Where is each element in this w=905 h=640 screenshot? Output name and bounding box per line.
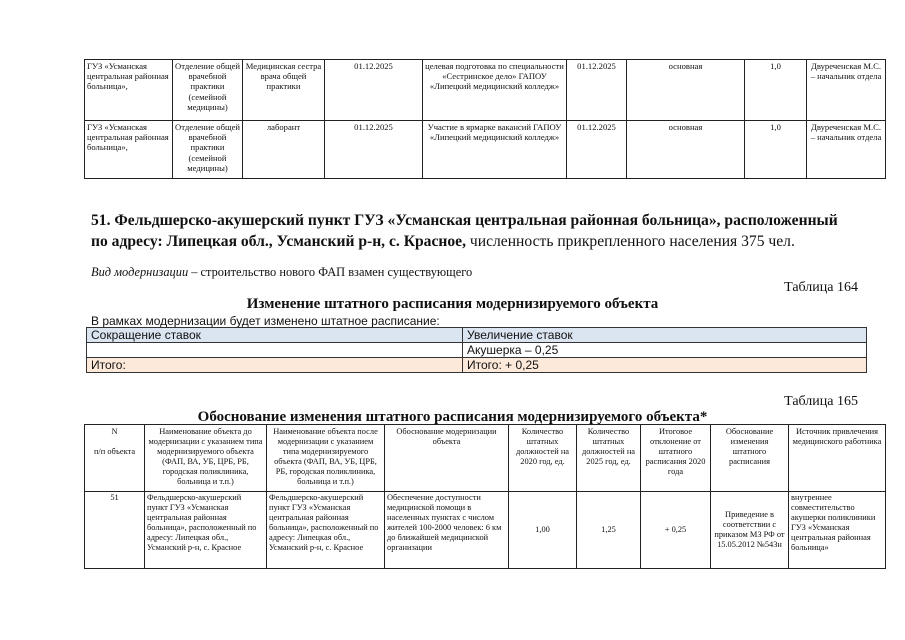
staff-change-table bbox=[86, 327, 867, 373]
header-n2: п/п объекта bbox=[93, 447, 136, 456]
table-cell: + 0,25 bbox=[641, 492, 711, 569]
table-header-row bbox=[87, 328, 867, 343]
modernization-text: – строительство нового ФАП взамен существующего bbox=[188, 265, 473, 279]
section-heading bbox=[91, 210, 851, 252]
header-cell: Наименование объекта после модернизации с указанием типа модернизируемого объекта (ФАП, ВА, УБ, ЦРБ, РБ, городская поликлиника, больница и т.п.) bbox=[267, 425, 385, 492]
table-cell: внутреннее совместительство акушерки поликлиники ГУЗ «Усманская центральная районная больница» bbox=[789, 492, 886, 569]
header-cell: Обоснование изменения штатного расписания bbox=[711, 425, 789, 492]
header-cell: Количество штатных должностей на 2020 год, ед. bbox=[509, 425, 577, 492]
table-cell: 1,0 bbox=[745, 121, 807, 179]
table-cell: Акушерка – 0,25 bbox=[463, 343, 867, 358]
section-heading-population: численность прикрепленного населения 375 чел. bbox=[466, 233, 795, 250]
table-title: Изменение штатного расписания модернизируемого объекта bbox=[246, 296, 659, 312]
header-cell: Наименование объекта до модернизации с указанием типа модернизируемого объекта (ФАП, ВА, УБ, ЦРБ, РБ, городская поликлиника, больница и т.п.) bbox=[145, 425, 267, 492]
table-row bbox=[85, 121, 886, 179]
table-header-row bbox=[85, 425, 886, 492]
table-cell: 01.12.2025 bbox=[325, 60, 423, 121]
table-cell: Обеспечение доступности медицинской помощи в населенных пунктах с числом жителей 100-2000 человек: 6 км до ближайшей медицинской организации bbox=[385, 492, 509, 569]
modernization-type bbox=[91, 265, 472, 280]
modernization-label: Вид модернизации bbox=[91, 265, 189, 279]
table-cell: 1,0 bbox=[745, 60, 807, 121]
header-cell: Обоснование модернизации объекта bbox=[385, 425, 509, 492]
staff-plan-table bbox=[84, 59, 886, 179]
table-cell: ГУЗ «Усманская центральная районная больница», bbox=[85, 121, 173, 179]
table-number: Таблица 165 bbox=[784, 394, 858, 409]
header-n: N bbox=[111, 427, 118, 436]
justification-table bbox=[84, 424, 886, 569]
table-cell: лаборант bbox=[243, 121, 325, 179]
header-reduction: Сокращение ставок bbox=[87, 328, 463, 343]
header-cell: Источник привлечения медицинского работника bbox=[789, 425, 886, 492]
table-cell: Отделение общей врачебной практики (семейной медицины) bbox=[173, 60, 243, 121]
table-cell: Отделение общей врачебной практики (семейной медицины) bbox=[173, 121, 243, 179]
table-cell: 01.12.2025 bbox=[567, 121, 627, 179]
header-increase: Увеличение ставок bbox=[463, 328, 867, 343]
table-cell: ГУЗ «Усманская центральная районная больница», bbox=[85, 60, 173, 121]
table-cell: 1,25 bbox=[577, 492, 641, 569]
table-cell: Фельдшерско-акушерский пункт ГУЗ «Усманская центральная районная больница», расположенный по адресу: Липецкая обл., Усманский р-н, с. Красное bbox=[267, 492, 385, 569]
total-increase: Итого: + 0,25 bbox=[463, 358, 867, 373]
table-title: Обоснование изменения штатного расписания модернизируемого объекта* bbox=[197, 409, 708, 425]
table-cell: Двуреченская М.С. – начальник отдела bbox=[807, 60, 886, 121]
table-row bbox=[87, 343, 867, 358]
table-total-row bbox=[87, 358, 867, 373]
header-cell: Итоговое отклонение от штатного расписания 2020 года bbox=[641, 425, 711, 492]
table-cell: основная bbox=[627, 60, 745, 121]
table-cell: 1,00 bbox=[509, 492, 577, 569]
staff-change-note: В рамках модернизации будет изменено штатное расписание: bbox=[91, 314, 440, 328]
table-cell bbox=[87, 343, 463, 358]
total-reduction: Итого: bbox=[87, 358, 463, 373]
table-cell: Двуреченская М.С. – начальник отдела bbox=[807, 121, 886, 179]
table-cell: 01.12.2025 bbox=[567, 60, 627, 121]
table-cell: Приведение в соответствии с приказом МЗ РФ от 15.05.2012 №543н bbox=[711, 492, 789, 569]
table-number: Таблица 164 bbox=[784, 280, 858, 295]
table-cell: Фельдшерско-акушерский пункт ГУЗ «Усманская центральная районная больница», расположенный по адресу: Липецкая обл., Усманский р-н, с. Красное bbox=[145, 492, 267, 569]
table-cell: 01.12.2025 bbox=[325, 121, 423, 179]
header-cell bbox=[85, 425, 145, 492]
table-row bbox=[85, 60, 886, 121]
table-row bbox=[85, 492, 886, 569]
table-cell: Участие в ярмарке вакансий ГАПОУ «Липецкий медицинский колледж» bbox=[423, 121, 567, 179]
table-cell: основная bbox=[627, 121, 745, 179]
header-cell: Количество штатных должностей на 2025 год, ед. bbox=[577, 425, 641, 492]
table-cell: Медицинская сестра врача общей практики bbox=[243, 60, 325, 121]
table-cell: целевая подготовка по специальности «Сестринское дело» ГАПОУ «Липецкий медицинский колледж» bbox=[423, 60, 567, 121]
table-cell: 51 bbox=[85, 492, 145, 569]
section-heading-bold: 51. Фельдшерско-акушерский пункт ГУЗ «Усманская центральная районная больница», расположенный по адресу: Липецкая обл., Усманский р-н, с. Красное, bbox=[91, 212, 838, 250]
